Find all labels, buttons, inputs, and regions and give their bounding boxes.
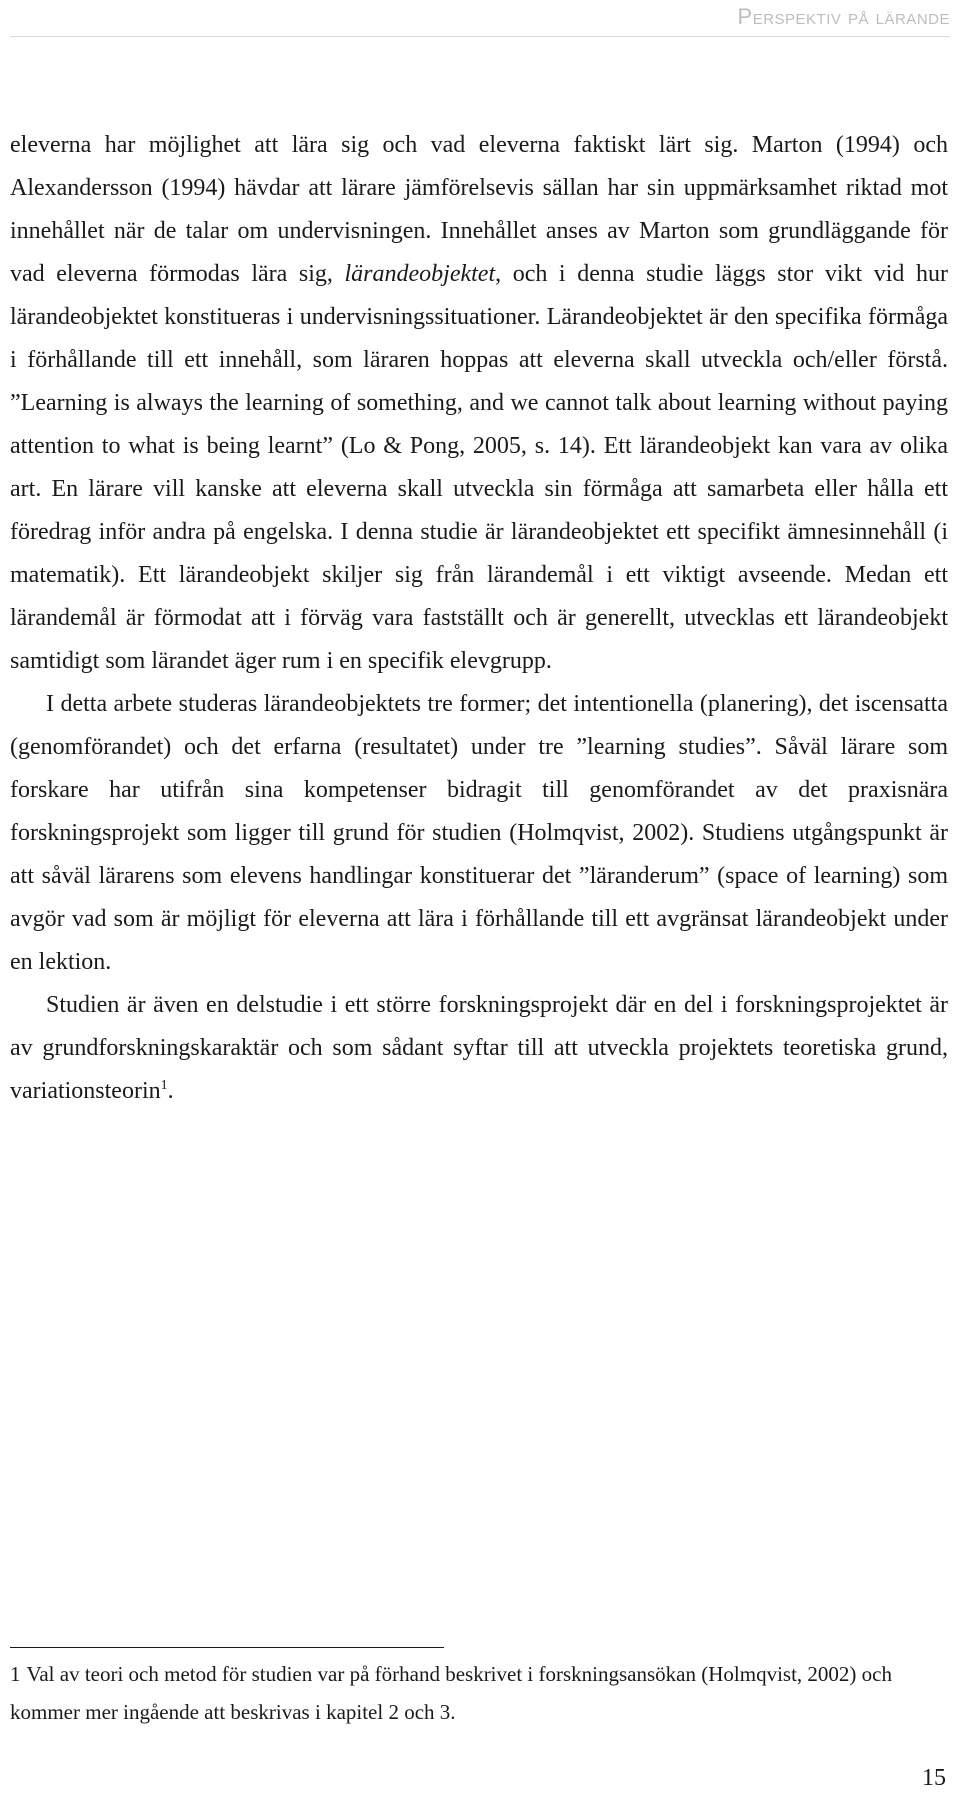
emphasis-term: lärandeobjektet bbox=[344, 261, 496, 287]
body-text bbox=[10, 124, 948, 1113]
footnote-reference[interactable]: 1 bbox=[160, 1078, 168, 1093]
paragraph-2: I detta arbete studeras lärandeobjektets tre former; det intentionella (planering), det iscensatta (genomförandet) och det erfarna (resultatet) under tre ”learning studies”. Såväl lärare som forskare har utifrån sina kompetenser bidragit till genomförandet av det praxisnära forskningsprojekt som ligger till grund för studien (Holmqvist, 2002). Studiens utgångspunkt är att såväl lärarens som elevens handlingar konstituerar det ”läranderum” (space of learning) som avgör vad som är möjligt för eleverna att lära i förhållande till ett avgränsat lärandeobjekt under en lektion. bbox=[10, 691, 948, 975]
header-divider bbox=[10, 36, 950, 37]
paragraph-3-text: Studien är även en delstudie i ett större forskningsprojekt där en del i forskningsprojektet är av grundforskningskaraktär och som sådant syftar till att utveckla projektets teoretiska grund, variationsteorin bbox=[10, 992, 948, 1104]
page-number: 15 bbox=[922, 1765, 946, 1791]
paragraph-1-part-a: eleverna har möjlighet att lära sig och vad eleverna faktiskt lärt sig. Marton (1994) och Alexandersson (1994) hävdar att lärare jämförelsevis sällan har sin uppmärksamhet riktad mot innehållet när de talar om undervisningen. Innehållet anses av Marton som grundläggande för vad eleverna förmodas lära sig, bbox=[10, 132, 948, 287]
footnote-divider bbox=[10, 1647, 444, 1648]
footnote-text: Val av teori och metod för studien var på förhand beskrivet i forskningsansökan (Holmqvist, 2002) och kommer mer ingående att beskrivas i kapitel 2 och 3. bbox=[10, 1662, 892, 1724]
footnote-number: 1 bbox=[10, 1662, 21, 1686]
footnote bbox=[10, 1655, 940, 1731]
paragraph-3-end: . bbox=[167, 1078, 174, 1104]
paragraph-3 bbox=[10, 984, 948, 1113]
running-header: Perspektiv på lärande bbox=[737, 4, 950, 29]
paragraph-1 bbox=[10, 124, 948, 683]
paragraph-1-part-b: , och i denna studie läggs stor vikt vid hur lärandeobjektet konstitueras i undervisningssituationer. Lärandeobjektet är den specifika förmåga i förhållande till ett innehåll, som läraren hoppas att eleverna skall utveckla och/eller förstå. ”Learning is always the learning of something, and we cannot talk about learning without paying attention to what is being learnt” (Lo & Pong, 2005, s. 14). Ett lärandeobjekt kan vara av olika art. En lärare vill kanske att eleverna skall utveckla sin förmåga att samarbeta eller hålla ett föredrag inför andra på engelska. I denna studie är lärandeobjektet ett specifikt ämnesinnehåll (i matematik). Ett lärandeobjekt skiljer sig från lärandemål i ett viktigt avseende. Medan ett lärandemål är förmodat att i förväg vara fastställt och är generellt, utvecklas ett lärandeobjekt samtidigt som lärandet äger rum i en specifik elevgrupp. bbox=[10, 261, 949, 674]
